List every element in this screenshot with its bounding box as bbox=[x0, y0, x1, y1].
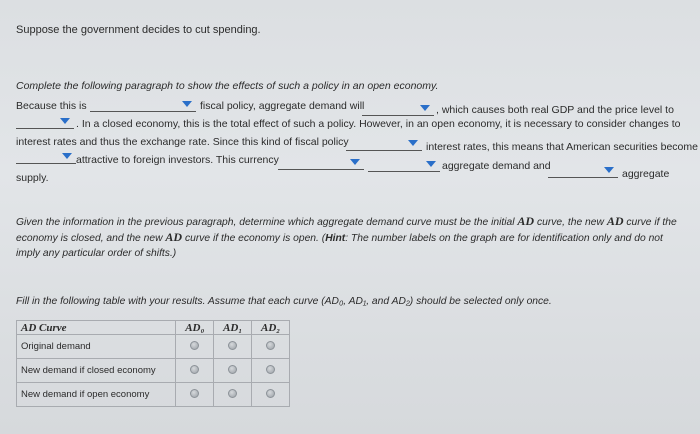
text-attractive: attractive to foreign investors. This currency bbox=[76, 154, 279, 166]
interest-rate-effect-dropdown[interactable] bbox=[346, 139, 422, 151]
row-label: New demand if open economy bbox=[17, 383, 176, 407]
chevron-down-icon bbox=[408, 140, 418, 146]
radio-closed-ad0[interactable] bbox=[190, 365, 199, 374]
text-because-this-is: Because this is bbox=[16, 100, 87, 112]
given-text-3: curve if the economy is closed, and the new bbox=[16, 217, 677, 244]
radio-original-ad1[interactable] bbox=[228, 341, 237, 350]
radio-closed-ad2[interactable] bbox=[266, 365, 275, 374]
radio-open-ad2[interactable] bbox=[266, 389, 275, 398]
aggregate-demand-change-dropdown[interactable] bbox=[362, 104, 434, 116]
radio-closed-ad1[interactable] bbox=[228, 365, 237, 374]
given-text-1: Given the information in the previous paragraph, determine which aggregate demand curve must be the initial bbox=[16, 217, 515, 228]
text-aggregate-demand-and: aggregate demand and bbox=[442, 160, 551, 172]
table-row bbox=[17, 359, 290, 383]
header-ad-curve: AD Curve bbox=[17, 321, 176, 335]
header-ad0: AD₀ bbox=[176, 321, 214, 335]
radio-open-ad0[interactable] bbox=[190, 389, 199, 398]
radio-open-ad1[interactable] bbox=[228, 389, 237, 398]
gdp-price-change-dropdown[interactable] bbox=[16, 117, 74, 129]
policy-type-dropdown[interactable] bbox=[90, 100, 196, 112]
text-closed-economy: . In a closed economy, this is the total effect of such a policy. However, in an open economy, it is necessary to consider changes to bbox=[76, 118, 681, 130]
aggregate-supply-dropdown[interactable] bbox=[548, 166, 618, 178]
table-instruction: Fill in the following table with your results. Assume that each curve (AD₀, AD₁, and AD₂) should be selected only once. bbox=[16, 296, 552, 307]
header-ad1: AD₁ bbox=[214, 321, 252, 335]
text-supply: supply. bbox=[16, 172, 49, 184]
ad-symbol: AD bbox=[165, 230, 183, 244]
table-row bbox=[17, 383, 290, 407]
table-header-row bbox=[17, 321, 290, 335]
hint-text: : The number labels on the graph are for identification only and do not imply any particular order of shifts.) bbox=[16, 233, 663, 259]
results-table bbox=[16, 320, 290, 407]
text-which-causes: , which causes both real GDP and the price level to bbox=[436, 104, 674, 116]
chevron-down-icon bbox=[420, 105, 430, 111]
text-fiscal-policy: fiscal policy, aggregate demand will bbox=[200, 100, 365, 112]
row-label: New demand if closed economy bbox=[17, 359, 176, 383]
ad-symbol: AD bbox=[517, 214, 535, 228]
radio-original-ad2[interactable] bbox=[266, 341, 275, 350]
given-text-2: curve, the new bbox=[536, 217, 604, 228]
chevron-down-icon bbox=[350, 159, 360, 165]
text-aggregate: aggregate bbox=[622, 168, 670, 180]
chevron-down-icon bbox=[182, 101, 192, 107]
chevron-down-icon bbox=[60, 118, 70, 124]
net-exports-dropdown[interactable] bbox=[368, 160, 440, 172]
table-row bbox=[17, 335, 290, 359]
header-ad2: AD₂ bbox=[252, 321, 290, 335]
chevron-down-icon bbox=[62, 153, 72, 159]
paragraph-instruction: Complete the following paragraph to show the effects of such a policy in an open economy. bbox=[16, 80, 439, 92]
text-interest-rates: interest rates and thus the exchange rate. Since this kind of fiscal policy bbox=[16, 136, 349, 148]
radio-original-ad0[interactable] bbox=[190, 341, 199, 350]
given-text-4: curve if the economy is open. ( bbox=[184, 233, 326, 244]
row-label: Original demand bbox=[17, 335, 176, 359]
currency-change-dropdown[interactable] bbox=[278, 158, 364, 170]
chevron-down-icon bbox=[604, 167, 614, 173]
given-instruction bbox=[16, 214, 688, 261]
text-interest-rates-mean: interest rates, this means that American securities become bbox=[426, 141, 698, 153]
hint-label: Hint bbox=[325, 233, 346, 244]
attractiveness-dropdown[interactable] bbox=[16, 152, 76, 164]
ad-symbol: AD bbox=[606, 214, 624, 228]
question-intro: Suppose the government decides to cut spending. bbox=[16, 24, 261, 36]
chevron-down-icon bbox=[426, 161, 436, 167]
